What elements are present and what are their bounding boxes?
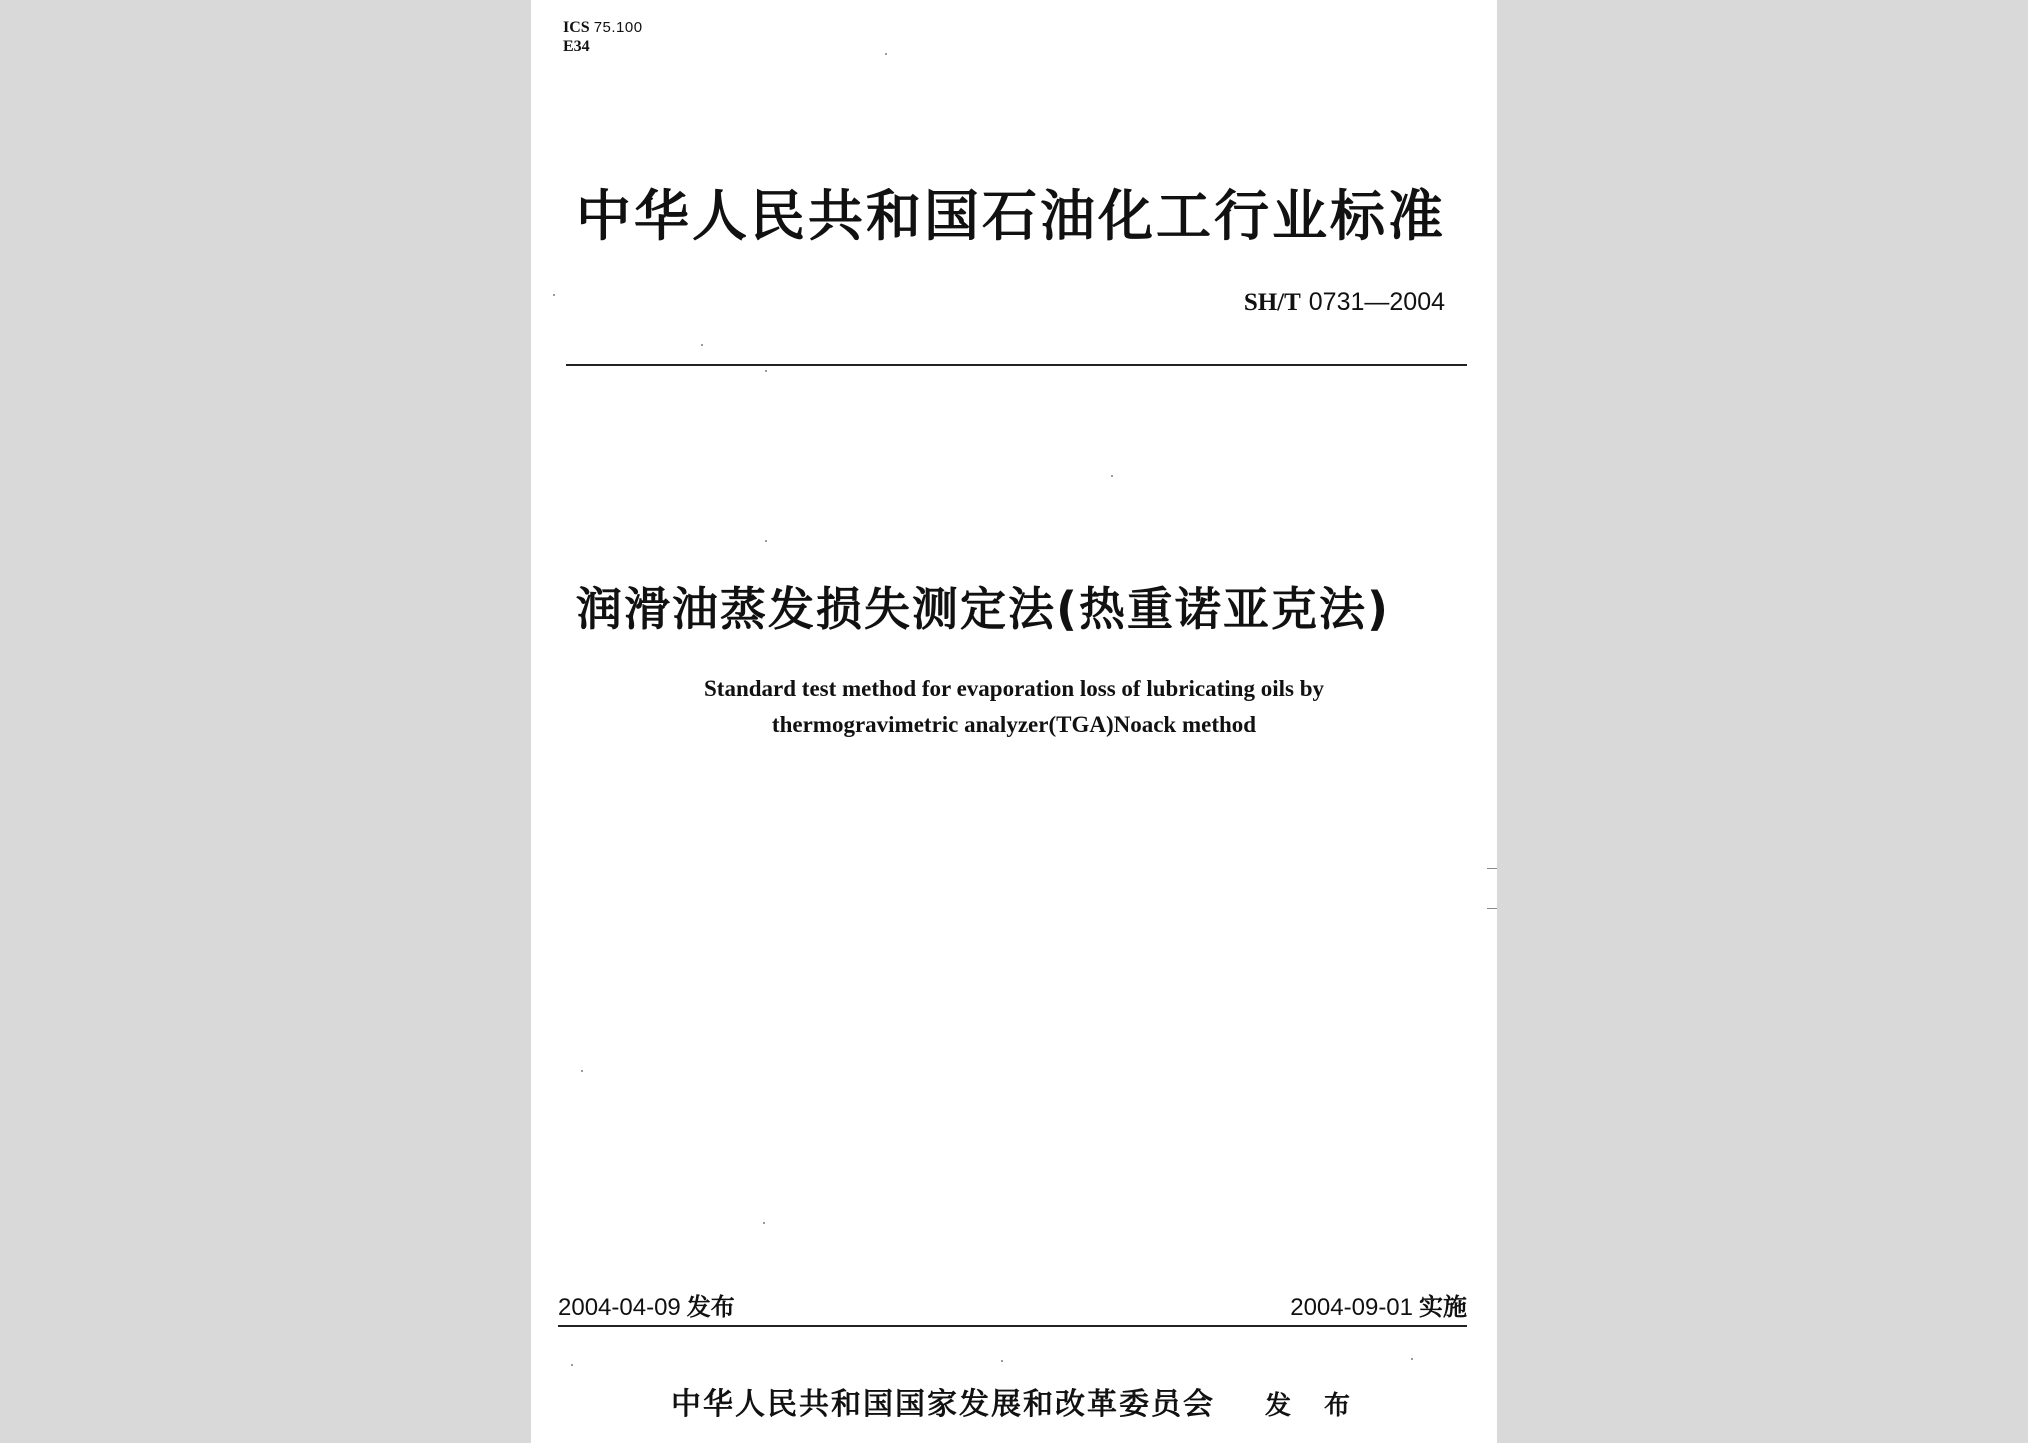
issue-date: 2004-04-09 (558, 1294, 681, 1321)
bottom-divider (558, 1325, 1467, 1327)
effective-date-block (1290, 1287, 1467, 1322)
edge-mark (1487, 868, 1497, 869)
chinese-title: 润滑油蒸发损失测定法(热重诺亚克法) (576, 582, 1391, 636)
edge-mark (1487, 908, 1497, 909)
scan-speck (581, 1070, 583, 1072)
english-title-line-1: Standard test method for evaporation loss of lubricating oils by (704, 676, 1324, 701)
issue-label: 发布 (686, 1293, 735, 1321)
ics-line (563, 18, 643, 37)
effective-label: 实施 (1419, 1293, 1467, 1321)
scan-speck (1111, 475, 1113, 477)
date-row (558, 1287, 1467, 1323)
standard-prefix: SH/T (1243, 289, 1301, 316)
document-page (531, 0, 1497, 1443)
scan-speck (763, 1222, 765, 1224)
issuer-name: 中华人民共和国国家发展和改革委员会 (671, 1387, 1215, 1422)
class-code: E34 (563, 38, 590, 55)
ics-code: 75.100 (593, 19, 643, 36)
top-divider (566, 364, 1467, 366)
english-title-line-2: thermogravimetric analyzer(TGA)Noack method (771, 712, 1257, 737)
effective-date: 2004-09-01 (1290, 1294, 1413, 1321)
standard-code: 0731—2004 (1308, 288, 1445, 316)
scan-speck (765, 540, 767, 542)
issuer-line (671, 1379, 1362, 1423)
ics-label: ICS (563, 19, 590, 36)
scan-speck (885, 53, 887, 55)
org-title: 中华人民共和国石油化工行业标准 (576, 184, 1447, 248)
scan-speck (701, 344, 703, 346)
scan-speck (765, 370, 767, 372)
classification-block (563, 18, 643, 56)
scan-speck (571, 1364, 573, 1366)
scan-speck (1001, 1360, 1003, 1362)
scan-speck (1411, 1358, 1413, 1360)
standard-number (1244, 287, 1445, 317)
scan-speck (553, 294, 555, 296)
english-title (531, 671, 1497, 743)
issuer-issue-word: 发 布 (1265, 1391, 1363, 1421)
issue-date-block (558, 1287, 735, 1322)
